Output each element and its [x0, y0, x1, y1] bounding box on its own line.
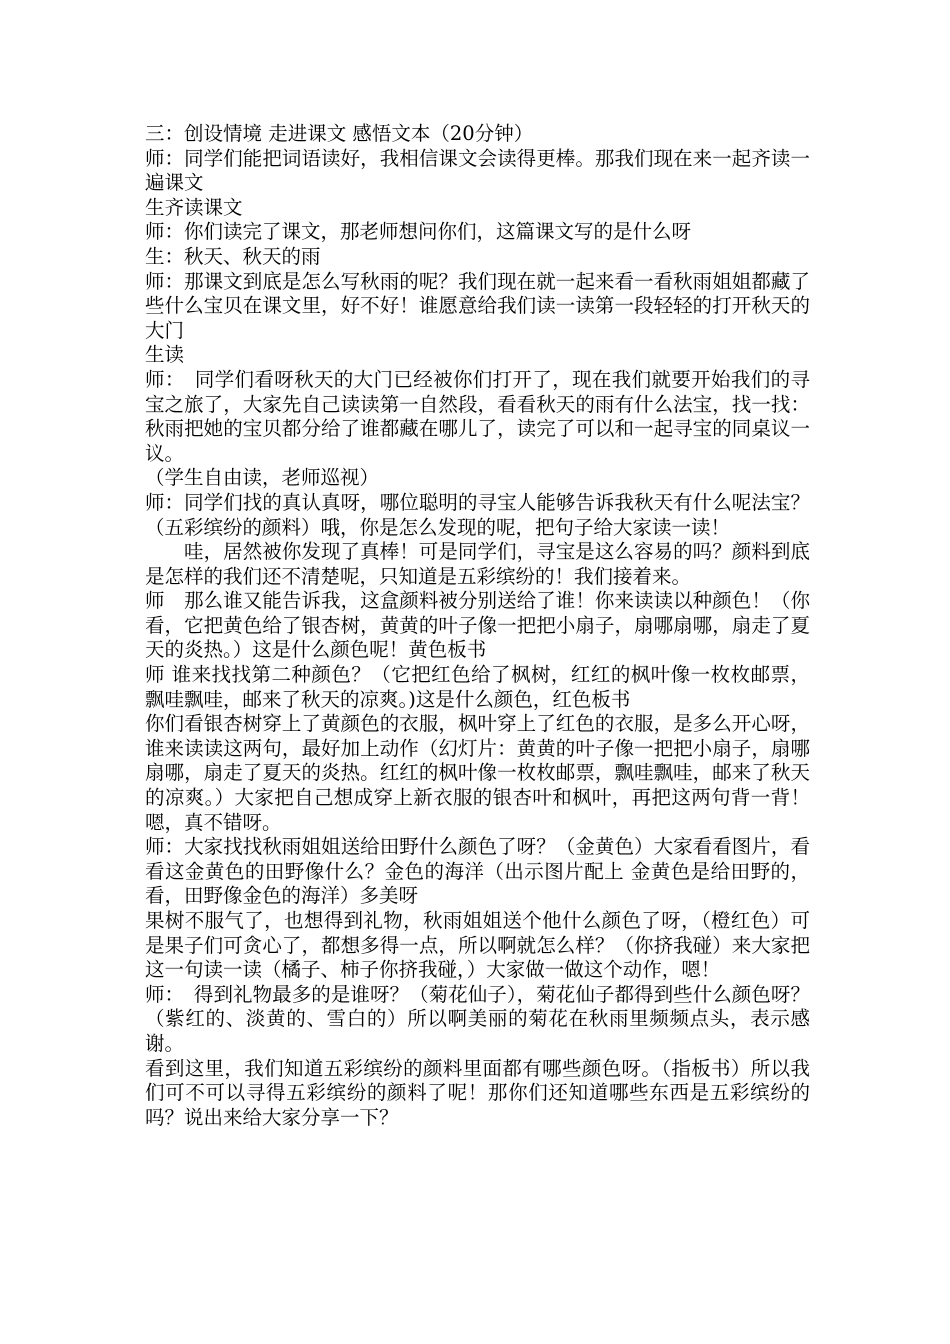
paragraph: 师：同学们能把词语读好，我相信课文会读得更棒。那我们现在来一起齐读一遍课文 — [145, 146, 810, 195]
paragraph: 师 那么谁又能告诉我，这盒颜料被分别送给了谁！你来读读以种颜色！（你看，它把黄色给了银杏树，黄黄的叶子像一把把小扇子，扇哪扇哪，扇走了夏天的炎热。）这是什么颜色呢！黄色板书 — [145, 589, 810, 662]
paragraph: 生齐读课文 — [145, 195, 243, 219]
paragraph: 师：那课文到底是怎么写秋雨的呢？我们现在就一起来看一看秋雨姐姐都藏了些什么宝贝在课文里，好不好！谁愿意给我们读一读第一段轻轻的打开秋天的大门 — [145, 269, 810, 342]
paragraph: 师： 同学们看呀秋天的大门已经被你们打开了，现在我们就要开始我们的寻宝之旅了，大家先自己读读第一自然段，看看秋天的雨有什么法宝，找一找：秋雨把她的宝贝都分给了谁都藏在哪儿了，读完了可以和一起寻宝的同桌议一议。 — [145, 367, 810, 465]
paragraph: 师： 得到礼物最多的是谁呀？（菊花仙子），菊花仙子都得到些什么颜色呀？（紫红的、淡黄的、雪白的）所以啊美丽的菊花在秋雨里频频点头，表示感谢。 — [145, 982, 810, 1055]
section-heading: 三：创设情境 走进课文 感悟文本（20分钟） — [145, 122, 534, 145]
paragraph: 哇，居然被你发现了真棒！可是同学们，寻宝是这么容易的吗？颜料到底是怎样的我们还不清楚呢，只知道是五彩缤纷的！我们接着来。 — [145, 540, 810, 588]
paragraph: （学生自由读，老师巡视） — [145, 466, 380, 490]
paragraph: 师：你们读完了课文，那老师想问你们，这篇课文写的是什么呀 — [145, 220, 692, 244]
paragraph: 师：大家找找秋雨姐姐送给田野什么颜色了呀？（金黄色）大家看看图片，看看这金黄色的田野像什么？金色的海洋（出示图片配上 金黄色是给田野的，看，田野像金色的海洋）多美呀 — [145, 835, 810, 908]
paragraph: 果树不服气了，也想得到礼物，秋雨姐姐送个他什么颜色了呀，（橙红色）可是果子们可贪心了，都想多得一点，所以啊就怎么样？（你挤我碰）来大家把这一句读一读（橘子、柿子你挤我碰，）大家做一做这个动作，嗯！ — [145, 909, 810, 982]
paragraph: 生：秋天、秋天的雨 — [145, 244, 321, 268]
paragraph: 你们看银杏树穿上了黄颜色的衣服，枫叶穿上了红色的衣服，是多么开心呀，谁来读读这两句，最好加上动作（幻灯片：黄黄的叶子像一把把小扇子，扇哪扇哪，扇走了夏天的炎热。红红的枫叶像一枚枚邮票，飘哇飘哇，邮来了秋天的凉爽。）大家把自己想成穿上新衣服的银杏叶和枫叶，再把这两句背一背！嗯，真不错呀。 — [145, 712, 810, 834]
paragraph: 师：同学们找的真认真呀，哪位聪明的寻宝人能够告诉我秋天有什么呢法宝？（五彩缤纷的颜料）哦，你是怎么发现的呢，把句子给大家读一读！ — [145, 490, 810, 539]
paragraph: 看到这里，我们知道五彩缤纷的颜料里面都有哪些颜色呀。（指板书）所以我们可不可以寻得五彩缤纷的颜料了呢！那你们还知道哪些东西是五彩缤纷的吗？说出来给大家分享一下？ — [145, 1056, 810, 1129]
paragraph: 师 谁来找找第二种颜色？（它把红色给了枫树，红红的枫叶像一枚枚邮票，飘哇飘哇，邮来了秋天的凉爽。)这是什么颜色，红色板书 — [145, 663, 810, 711]
document-body — [145, 122, 810, 1130]
paragraph: 生读 — [145, 343, 185, 367]
